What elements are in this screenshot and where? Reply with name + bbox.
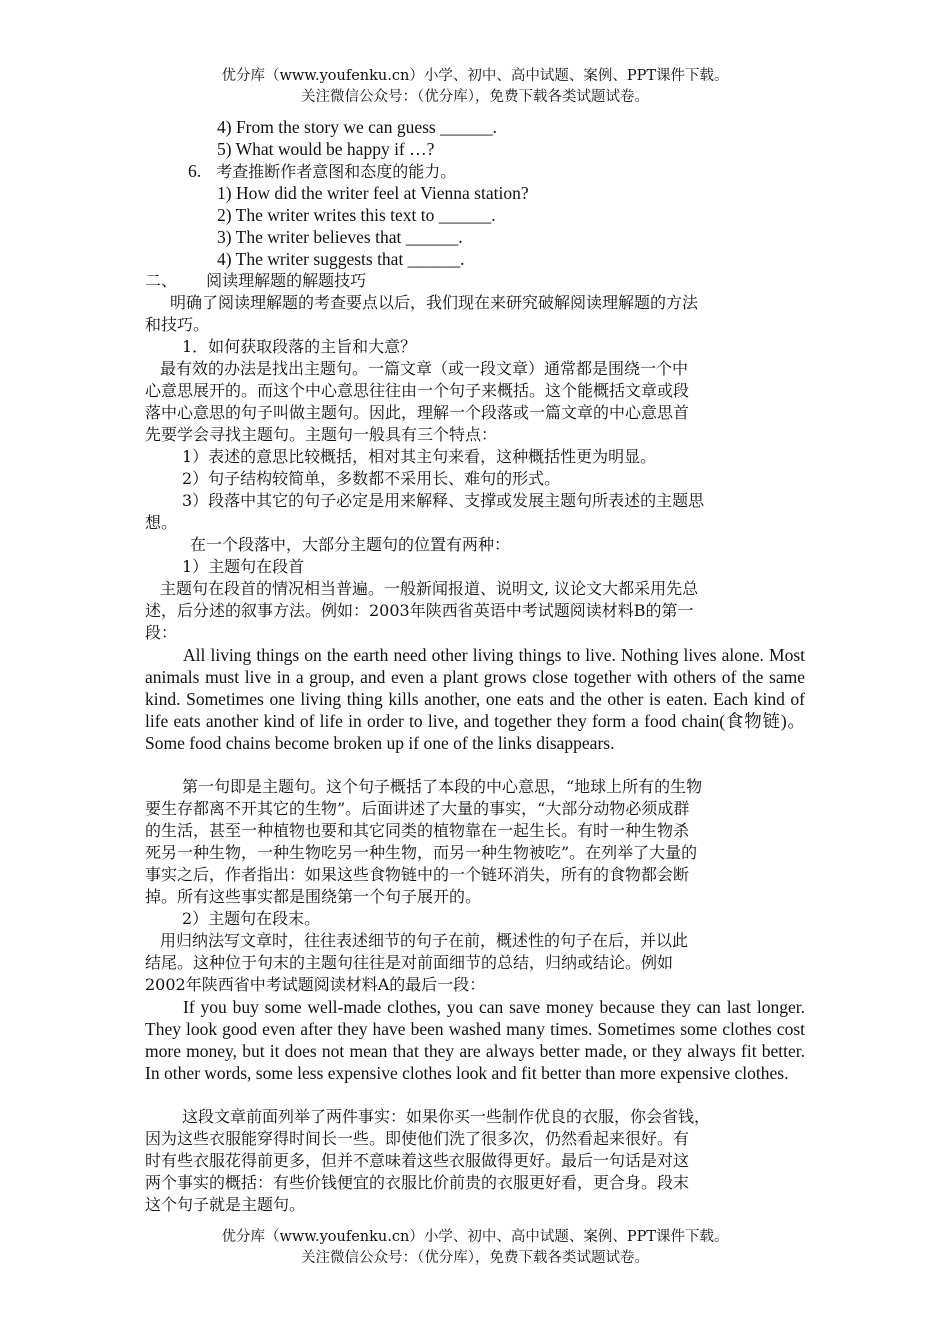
position-2-para-line3: 2002年陕西省中考试题阅读材料A的最后一段：	[145, 975, 486, 994]
position-1-para-line1: 主题句在段首的情况相当普遍。一般新闻报道、说明文, 议论文大都采用先总	[160, 579, 699, 598]
inference-question-2: 2) The writer writes this text to ______.	[217, 205, 496, 225]
position-1-para-line2: 述，后分述的叙事方法。例如：2003年陕西省英语中考试题阅读材料B的第一	[145, 601, 694, 620]
feature-1: 1）表述的意思比较概括，相对其主句来看，这种概括性更为明显。	[182, 447, 657, 466]
question-5: 5) What would be happy if …?	[217, 139, 435, 159]
position-1-heading: 1）主题句在段首	[182, 557, 305, 576]
section-2-heading	[145, 270, 805, 292]
feature-3-line2: 想。	[145, 513, 178, 532]
section-2-title: 阅读理解题的解题技巧	[206, 271, 367, 290]
topic-sentence-para-line2: 心意思展开的。而这个中心意思往往由一个句子来概括。这个能概括文章或段	[145, 381, 690, 400]
example-1-explanation-line2: 要生存都离不开其它的生物”。后面讲述了大量的事实，“大部分动物必须成群	[145, 799, 690, 818]
example-2-explanation-line3: 时有些衣服花得前更多，但并不意味着这些衣服做得更好。最后一句话是对这	[145, 1151, 690, 1170]
page-footer-line1: 优分库（www.youfenku.cn）小学、初中、高中试题、案例、PPT课件下载。	[221, 1229, 729, 1245]
position-2-para-line1: 用归纳法写文章时，往往表述细节的句子在前，概述性的句子在后，并以此	[160, 931, 689, 950]
position-2-heading: 2）主题句在段末。	[182, 909, 321, 928]
example-1-explanation-line1: 第一句即是主题句。这个句子概括了本段的中心意思，“地球上所有的生物	[182, 777, 703, 796]
item-6-text: 考查推断作者意图和态度的能力。	[216, 162, 457, 181]
section-2-intro-line2: 和技巧。	[145, 315, 210, 334]
topic-sentence-para-line1: 最有效的办法是找出主题句。一篇文章（或一段文章）通常都是围绕一个中	[160, 359, 689, 378]
feature-3-line1: 3）段落中其它的句子必定是用来解释、支撑或发展主题句所表述的主题思	[182, 491, 705, 510]
example-1-explanation-line6: 掉。所有这些事实都是围绕第一个句子展开的。	[145, 887, 482, 906]
topic-sentence-para-line4: 先要学会寻找主题句。主题句一般具有三个特点：	[145, 425, 498, 444]
page-header-line2: 关注微信公众号：（优分库），免费下载各类试题试卷。	[301, 89, 649, 105]
example-2-explanation-line5: 这个句子就是主题句。	[145, 1195, 306, 1214]
example-passage-2	[145, 996, 805, 1084]
page-header-line1: 优分库（www.youfenku.cn）小学、初中、高中试题、案例、PPT课件下载。	[221, 68, 729, 84]
item-6-number: 6.	[188, 161, 202, 181]
item-6	[188, 160, 848, 183]
topic-sentence-para-line3: 落中心意思的句子叫做主题句。因此，理解一个段落或一篇文章的中心意思首	[145, 403, 690, 422]
example-passage-2-text: If you buy some well-made clothes, you can save money because they can last longer. They look good even after they have been washed many times. Sometimes some clothes cost more money, but it does not mean that they are always better made, or they always fit better. In other words, some less expensive clothes look and fit better than more expensive clothes.	[145, 997, 805, 1083]
page-footer-line2: 关注微信公众号：（优分库），免费下载各类试题试卷。	[301, 1250, 649, 1266]
position-1-para-line3: 段：	[145, 623, 178, 642]
inference-question-1: 1) How did the writer feel at Vienna station?	[217, 183, 529, 203]
example-2-explanation-line1: 这段文章前面列举了两件事实：如果你买一些制作优良的衣服，你会省钱，	[182, 1107, 711, 1126]
example-passage-1	[145, 644, 805, 754]
example-2-explanation-line2: 因为这些衣服能穿得时间长一些。即使他们洗了很多次，仍然看起来很好。有	[145, 1129, 690, 1148]
position-2-para-line2: 结尾。这种位于句末的主题句往往是对前面细节的总结，归纳或结论。例如	[145, 953, 674, 972]
example-1-explanation-line3: 的生活，甚至一种植物也要和其它同类的植物靠在一起生长。有时一种生物杀	[145, 821, 690, 840]
example-passage-1-text: All living things on the earth need other living things to live. Nothing lives alone. Most animals must live in a group, and even a plant grows close together with others of the same kind. Sometimes one living thing kills another, one eats and the other is eaten. Each kind of life eats another kind of life in order to live, and together they form a food chain(食物链)。Some food chains become broken up if one of the links disappears.	[145, 645, 805, 753]
inference-question-3: 3) The writer believes that ______.	[217, 227, 463, 247]
subheading-main-idea: 1．如何获取段落的主旨和大意？	[182, 337, 417, 356]
feature-2: 2）句子结构较简单，多数都不采用长、难句的形式。	[182, 469, 561, 488]
question-4: 4) From the story we can guess ______.	[217, 117, 497, 137]
example-1-explanation-line5: 事实之后，作者指出：如果这些食物链中的一个链环消失，所有的食物都会断	[145, 865, 690, 884]
inference-question-4: 4) The writer suggests that ______.	[217, 249, 465, 269]
example-2-explanation-line4: 两个事实的概括：有些价钱便宜的衣服比价前贵的衣服更好看，更合身。段末	[145, 1173, 690, 1192]
example-1-explanation-line4: 死另一种生物，一种生物吃另一种生物，而另一种生物被吃”。在列举了大量的	[145, 843, 698, 862]
position-intro: 在一个段落中，大部分主题句的位置有两种：	[190, 535, 511, 554]
section-2-number: 二、	[145, 271, 178, 290]
section-2-intro-line1: 明确了阅读理解题的考查要点以后，我们现在来研究破解阅读理解题的方法	[170, 293, 699, 312]
